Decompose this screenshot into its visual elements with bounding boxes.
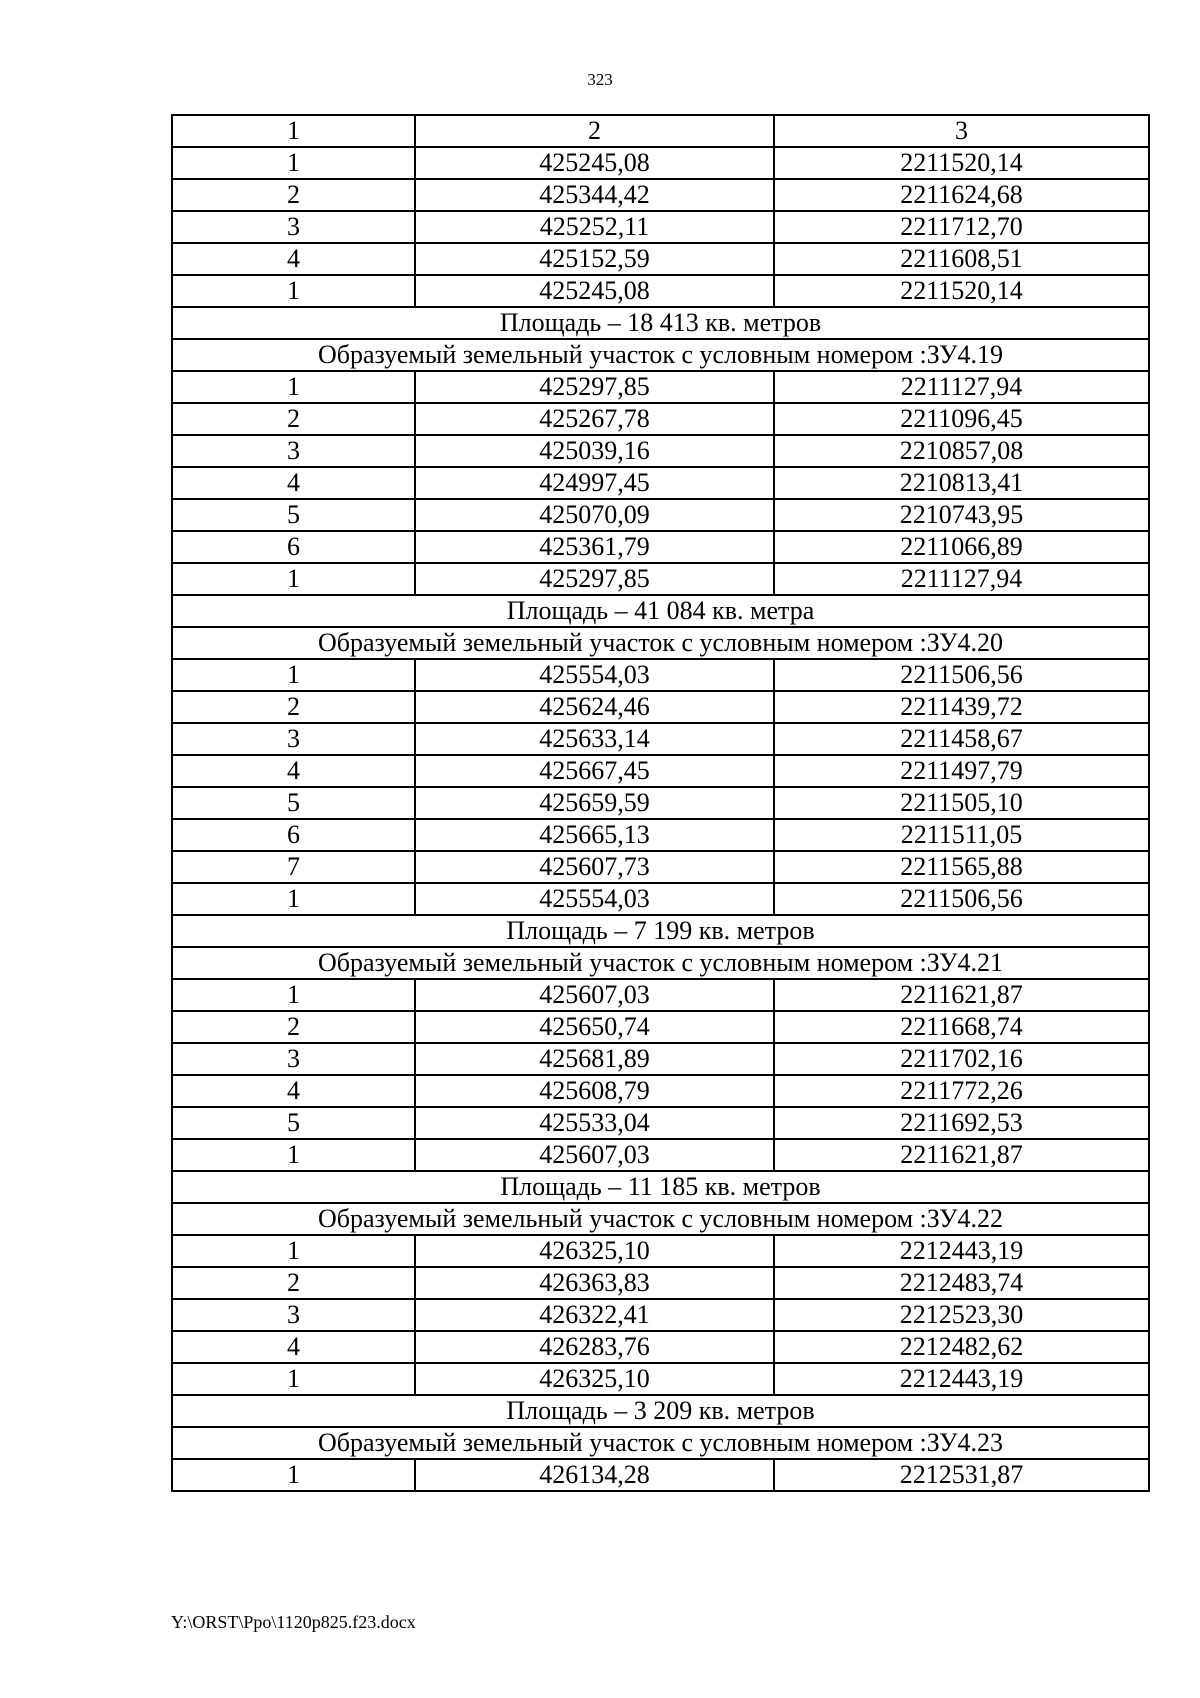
x-coordinate-cell: 425607,03 [415, 979, 774, 1011]
point-number-cell: 3 [172, 211, 415, 243]
x-coordinate-cell: 425361,79 [415, 531, 774, 563]
x-coordinate-cell: 426363,83 [415, 1267, 774, 1299]
section-row [172, 915, 1149, 947]
x-coordinate-cell: 424997,45 [415, 467, 774, 499]
x-coordinate-cell: 425607,03 [415, 1139, 774, 1171]
x-coordinate-cell: 425554,03 [415, 659, 774, 691]
point-number-cell: 2 [172, 1011, 415, 1043]
y-coordinate-cell: 2211772,26 [774, 1075, 1149, 1107]
section-text: Образуемый земельный участок с условным номером :ЗУ4.22 [172, 1203, 1149, 1235]
point-number-cell: 5 [172, 1107, 415, 1139]
point-number-cell: 1 [172, 563, 415, 595]
point-number-cell: 2 [172, 179, 415, 211]
table-row [172, 275, 1149, 307]
table-row [172, 1235, 1149, 1267]
x-coordinate-cell: 425650,74 [415, 1011, 774, 1043]
coordinates-table [171, 114, 1150, 1492]
section-text: Образуемый земельный участок с условным номером :ЗУ4.19 [172, 339, 1149, 371]
x-coordinate-cell: 426134,28 [415, 1459, 774, 1491]
x-coordinate-cell: 426325,10 [415, 1363, 774, 1395]
y-coordinate-cell: 2211127,94 [774, 563, 1149, 595]
y-coordinate-cell: 2211458,67 [774, 723, 1149, 755]
section-row [172, 1171, 1149, 1203]
table-row [172, 1459, 1149, 1491]
section-row [172, 339, 1149, 371]
point-number-cell: 1 [172, 1459, 415, 1491]
y-coordinate-cell: 2211621,87 [774, 979, 1149, 1011]
y-coordinate-cell: 2212531,87 [774, 1459, 1149, 1491]
point-number-cell: 3 [172, 1299, 415, 1331]
y-coordinate-cell: 2212443,19 [774, 1235, 1149, 1267]
y-coordinate-cell: 2212482,62 [774, 1331, 1149, 1363]
x-coordinate-cell: 425624,46 [415, 691, 774, 723]
x-coordinate-cell: 425681,89 [415, 1043, 774, 1075]
point-number-cell: 1 [172, 659, 415, 691]
point-number-cell: 6 [172, 531, 415, 563]
table-row [172, 243, 1149, 275]
section-text: Образуемый земельный участок с условным номером :ЗУ4.20 [172, 627, 1149, 659]
y-coordinate-cell: 2211608,51 [774, 243, 1149, 275]
point-number-cell: 1 [172, 979, 415, 1011]
x-coordinate-cell: 425554,03 [415, 883, 774, 915]
x-coordinate-cell: 425297,85 [415, 563, 774, 595]
table-row [172, 851, 1149, 883]
table-row [172, 435, 1149, 467]
y-coordinate-cell: 2212483,74 [774, 1267, 1149, 1299]
table-row [172, 1267, 1149, 1299]
point-number-cell: 1 [172, 1363, 415, 1395]
point-number-cell: 4 [172, 755, 415, 787]
table-row [172, 499, 1149, 531]
table-row [172, 819, 1149, 851]
y-coordinate-cell: 2211511,05 [774, 819, 1149, 851]
table-row [172, 883, 1149, 915]
x-coordinate-cell: 425039,16 [415, 435, 774, 467]
section-text: Площадь – 18 413 кв. метров [172, 307, 1149, 339]
table-row [172, 531, 1149, 563]
table-row [172, 147, 1149, 179]
point-number-cell: 5 [172, 499, 415, 531]
y-coordinate-cell: 2211505,10 [774, 787, 1149, 819]
x-coordinate-cell: 425152,59 [415, 243, 774, 275]
y-coordinate-cell: 2211506,56 [774, 659, 1149, 691]
point-number-cell: 2 [172, 403, 415, 435]
table-row [172, 755, 1149, 787]
page-number: 323 [587, 70, 613, 89]
section-row [172, 1203, 1149, 1235]
table-row [172, 659, 1149, 691]
y-coordinate-cell: 2211668,74 [774, 1011, 1149, 1043]
x-coordinate-cell: 425667,45 [415, 755, 774, 787]
point-number-cell: 7 [172, 851, 415, 883]
section-row [172, 595, 1149, 627]
point-number-cell: 4 [172, 1075, 415, 1107]
y-coordinate-cell: 2211520,14 [774, 275, 1149, 307]
y-coordinate-cell: 2210857,08 [774, 435, 1149, 467]
table-row [172, 1043, 1149, 1075]
x-coordinate-cell: 425245,08 [415, 275, 774, 307]
section-text: Площадь – 7 199 кв. метров [172, 915, 1149, 947]
y-coordinate-cell: 2211621,87 [774, 1139, 1149, 1171]
table-row [172, 179, 1149, 211]
point-number-cell: 1 [172, 275, 415, 307]
y-coordinate-cell: 2211624,68 [774, 179, 1149, 211]
point-number-cell: 1 [172, 1235, 415, 1267]
section-text: Площадь – 3 209 кв. метров [172, 1395, 1149, 1427]
section-text: Площадь – 41 084 кв. метра [172, 595, 1149, 627]
y-coordinate-cell: 2211066,89 [774, 531, 1149, 563]
x-coordinate-cell: 425252,11 [415, 211, 774, 243]
header-cell-x: 2 [415, 115, 774, 147]
y-coordinate-cell: 2211702,16 [774, 1043, 1149, 1075]
table-row [172, 723, 1149, 755]
table-row [172, 211, 1149, 243]
x-coordinate-cell: 425245,08 [415, 147, 774, 179]
table-row [172, 1075, 1149, 1107]
point-number-cell: 3 [172, 435, 415, 467]
y-coordinate-cell: 2211439,72 [774, 691, 1149, 723]
coordinates-table-body [172, 115, 1149, 1491]
section-row [172, 307, 1149, 339]
x-coordinate-cell: 425344,42 [415, 179, 774, 211]
point-number-cell: 4 [172, 1331, 415, 1363]
section-row [172, 1395, 1149, 1427]
y-coordinate-cell: 2210813,41 [774, 467, 1149, 499]
x-coordinate-cell: 425633,14 [415, 723, 774, 755]
section-row [172, 947, 1149, 979]
table-row [172, 1011, 1149, 1043]
y-coordinate-cell: 2211712,70 [774, 211, 1149, 243]
x-coordinate-cell: 425665,13 [415, 819, 774, 851]
x-coordinate-cell: 426322,41 [415, 1299, 774, 1331]
y-coordinate-cell: 2211506,56 [774, 883, 1149, 915]
x-coordinate-cell: 425533,04 [415, 1107, 774, 1139]
point-number-cell: 1 [172, 147, 415, 179]
point-number-cell: 2 [172, 1267, 415, 1299]
y-coordinate-cell: 2211565,88 [774, 851, 1149, 883]
x-coordinate-cell: 426283,76 [415, 1331, 774, 1363]
table-row [172, 403, 1149, 435]
file-path-footer: Y:\ORST\Ppo\1120p825.f23.docx [171, 1612, 416, 1632]
y-coordinate-cell: 2211096,45 [774, 403, 1149, 435]
point-number-cell: 5 [172, 787, 415, 819]
table-header-row [172, 115, 1149, 147]
x-coordinate-cell: 425607,73 [415, 851, 774, 883]
section-row [172, 627, 1149, 659]
y-coordinate-cell: 2210743,95 [774, 499, 1149, 531]
y-coordinate-cell: 2211520,14 [774, 147, 1149, 179]
point-number-cell: 3 [172, 723, 415, 755]
point-number-cell: 2 [172, 691, 415, 723]
section-row [172, 1427, 1149, 1459]
y-coordinate-cell: 2211692,53 [774, 1107, 1149, 1139]
point-number-cell: 1 [172, 371, 415, 403]
table-row [172, 1331, 1149, 1363]
point-number-cell: 4 [172, 243, 415, 275]
table-row [172, 979, 1149, 1011]
header-cell-y: 3 [774, 115, 1149, 147]
point-number-cell: 4 [172, 467, 415, 499]
x-coordinate-cell: 425267,78 [415, 403, 774, 435]
section-text: Образуемый земельный участок с условным номером :ЗУ4.21 [172, 947, 1149, 979]
header-cell-point: 1 [172, 115, 415, 147]
table-row [172, 1139, 1149, 1171]
table-row [172, 563, 1149, 595]
point-number-cell: 6 [172, 819, 415, 851]
y-coordinate-cell: 2212443,19 [774, 1363, 1149, 1395]
table-row [172, 467, 1149, 499]
y-coordinate-cell: 2211127,94 [774, 371, 1149, 403]
table-row [172, 371, 1149, 403]
y-coordinate-cell: 2212523,30 [774, 1299, 1149, 1331]
x-coordinate-cell: 425608,79 [415, 1075, 774, 1107]
section-text: Площадь – 11 185 кв. метров [172, 1171, 1149, 1203]
x-coordinate-cell: 425070,09 [415, 499, 774, 531]
x-coordinate-cell: 426325,10 [415, 1235, 774, 1267]
point-number-cell: 1 [172, 1139, 415, 1171]
table-row [172, 1299, 1149, 1331]
x-coordinate-cell: 425659,59 [415, 787, 774, 819]
table-row [172, 1363, 1149, 1395]
x-coordinate-cell: 425297,85 [415, 371, 774, 403]
y-coordinate-cell: 2211497,79 [774, 755, 1149, 787]
point-number-cell: 1 [172, 883, 415, 915]
section-text: Образуемый земельный участок с условным номером :ЗУ4.23 [172, 1427, 1149, 1459]
table-row [172, 787, 1149, 819]
point-number-cell: 3 [172, 1043, 415, 1075]
table-row [172, 691, 1149, 723]
table-row [172, 1107, 1149, 1139]
